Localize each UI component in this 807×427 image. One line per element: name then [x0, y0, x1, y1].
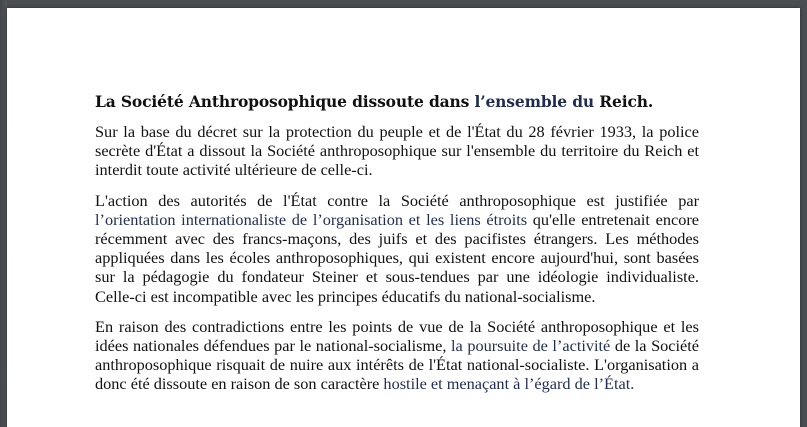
page-content — [95, 92, 699, 405]
heading-part-3: Reich. — [594, 92, 654, 111]
paragraph-1-text: Sur la base du décret sur la protection du peuple et de l'État du 28 février 1933, la police secrète d'État a dissout la Société anthroposophique sur l'ensemble du territoire du Reich et interdit toute activité ultérieure de celle-ci. — [95, 122, 699, 180]
document-heading — [95, 92, 699, 112]
paragraph-2-text-a: L'action des autorités de l'État contre la Société anthroposophique est justifiée par — [95, 190, 699, 210]
heading-part-1: La Société Anthroposophique dissoute dans — [95, 92, 475, 111]
paragraph-1 — [95, 122, 699, 180]
paragraph-2-text-b: qu'elle entretenait encore récemment avec des francs-maçons, des juifs et des pacifistes étrangers. Les méthodes appliquées dans les écoles anthroposophiques, qui existent encore aujourd'hui, sont basées sur la pédagogie du fondateur Steiner et sous-tendues par une idéologie individualiste. Celle-ci est incompatible avec les principes éducatifs du national-socialisme. — [95, 209, 699, 306]
heading-part-2: l’ensemble du — [474, 92, 595, 111]
paragraph-3-text-b: de la Société anthroposophique risquait de nuire aux intérêts de l'État national-socialiste. L'organisation a donc été dissoute en raison de son caractère — [95, 336, 699, 394]
paragraph-2 — [95, 191, 699, 306]
paragraph-3-highlight-2: hostile et menaçant à l’égard de l’État. — [383, 374, 635, 394]
paragraph-3 — [95, 317, 699, 394]
paragraph-3-highlight-1: la poursuite de l’activité — [451, 336, 611, 356]
paragraph-3-text-a: En raison des contradictions entre les points de vue de la Société anthroposophique et les idées nationales défendues par le national-socialisme, — [95, 316, 699, 356]
paragraph-2-highlight: l’orientation internationaliste de l’organisation et les liens étroits — [95, 209, 528, 229]
